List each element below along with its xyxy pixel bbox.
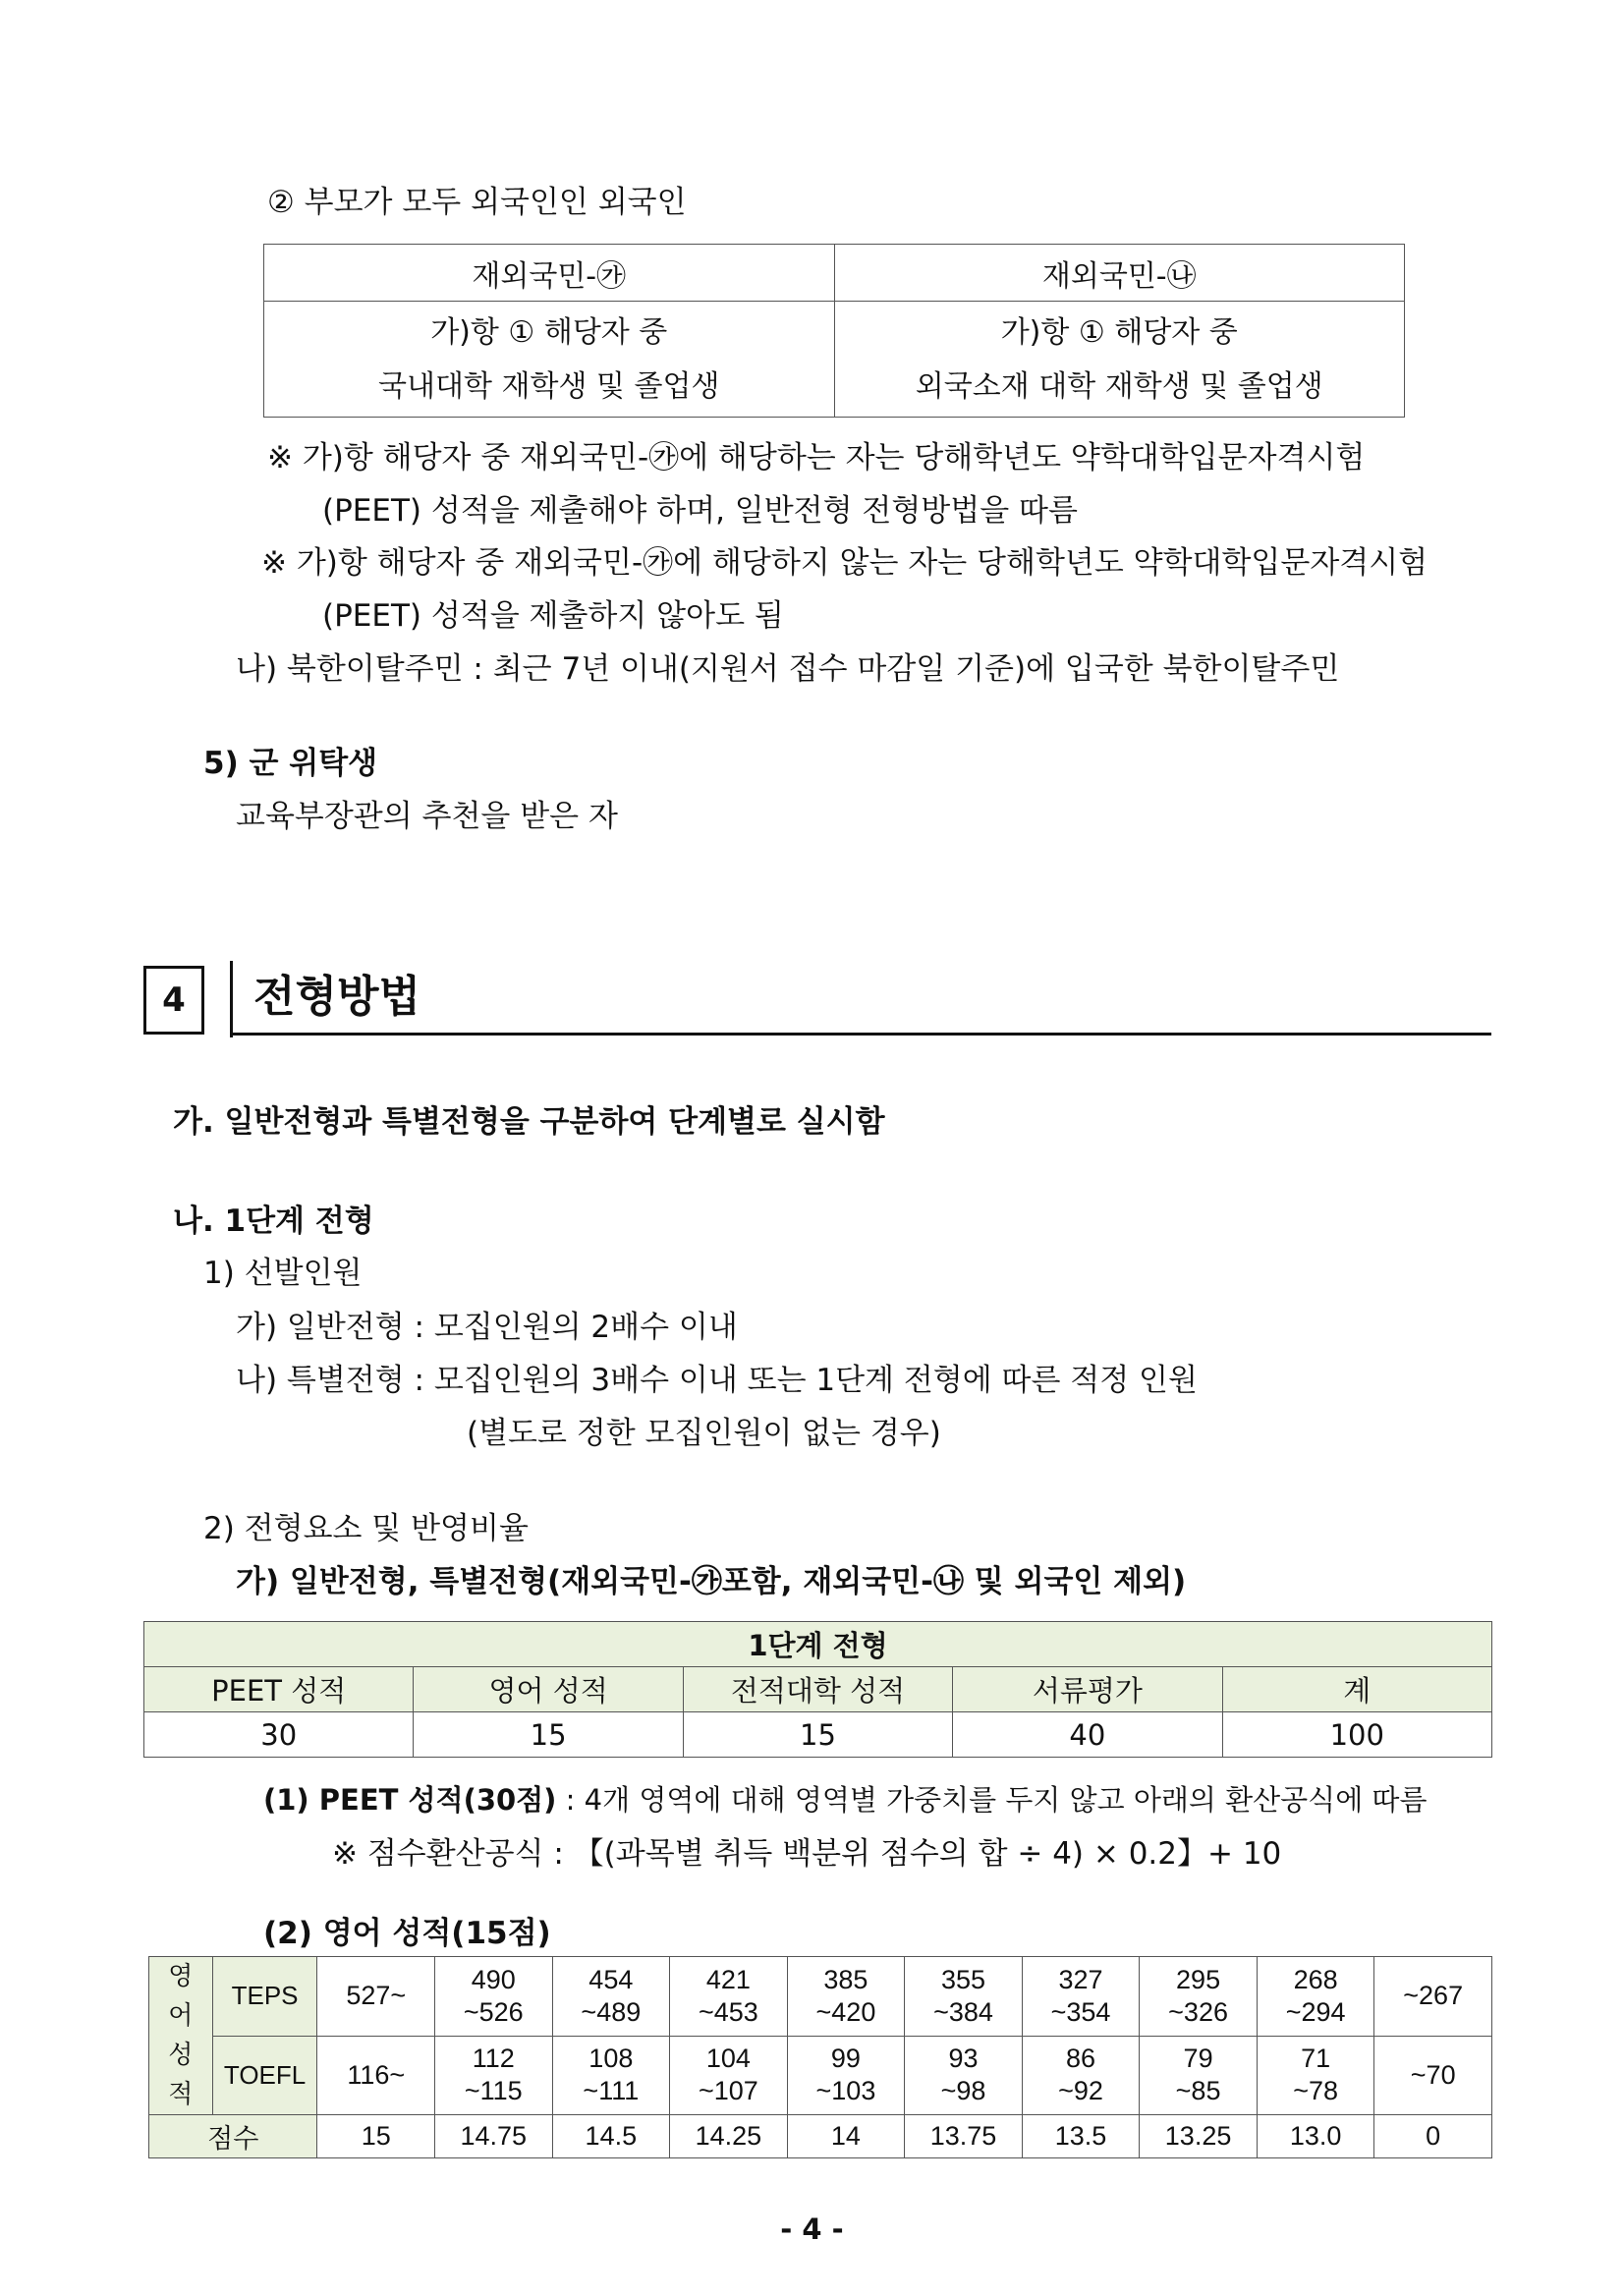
chapter-divider [230,961,233,1037]
toefl-cell-line: ~111 [583,2076,640,2106]
english-heading: (2) 영어 성적(15점) [263,1916,551,1951]
toefl-cell [435,2036,553,2115]
toefl-cell-line: ~103 [815,2076,876,2106]
teps-cell [905,1957,1023,2037]
side-label-char: 영 [168,1962,194,1991]
toefl-cell-line: ~98 [940,2076,986,2106]
score-cell: 14.25 [670,2115,788,2158]
score-cell: 13.75 [905,2115,1023,2158]
score-cell: 13.0 [1257,2115,1374,2158]
table-cell [834,302,1405,418]
toefl-cell [1140,2036,1258,2115]
toefl-label: TOEFL [212,2036,317,2115]
toefl-cell-line: ~85 [1175,2076,1221,2106]
teps-cell-line: 268 [1293,1964,1338,1994]
note-text: (PEET) 성적을 제출하지 않아도 됨 [322,598,784,634]
score-row [149,2115,1492,2158]
teps-cell [317,1957,435,2037]
score-cell: 14 [787,2115,905,2158]
teps-cell [435,1957,553,2037]
section-heading: 나. 1단계 전형 [173,1204,374,1239]
english-score-table [148,1956,1492,2158]
peet-description: : 4개 영역에 대해 영역별 가중치를 두지 않고 아래의 환산공식에 따름 [556,1783,1428,1817]
score-cell: 14.75 [435,2115,553,2158]
resident-table [263,244,1405,418]
score-cell: 13.25 [1140,2115,1258,2158]
toefl-cell [1257,2036,1374,2115]
toefl-row [149,2036,1492,2115]
side-label-char: 성 [168,2041,194,2070]
toefl-cell-line: 86 [1066,2044,1096,2074]
toefl-cell [317,2036,435,2115]
subsection-heading: ② 부모가 모두 외국인인 외국인 [267,185,687,220]
toefl-cell-line: ~92 [1058,2076,1103,2106]
toefl-cell [1022,2036,1140,2115]
toefl-cell [552,2036,670,2115]
formula-text: ※ 점수환산공식 : 【(과목별 취득 백분위 점수의 합 ÷ 4) × 0.2】+ 10 [332,1836,1282,1872]
peet-label: (1) PEET 성적(30점) [263,1783,557,1817]
teps-cell-line: ~384 [933,1996,993,2027]
teps-cell [1022,1957,1140,2037]
teps-cell [670,1957,788,2037]
teps-cell-line: ~354 [1050,1996,1111,2027]
teps-cell-line: 385 [823,1964,868,1994]
teps-cell-line: ~489 [581,1996,642,2027]
peet-line [263,1783,1428,1817]
english-side-label [149,1957,213,2115]
stage-table-header-row [144,1667,1492,1712]
subsection-heading: 5) 군 위탁생 [203,746,378,781]
chapter-title: 전형방법 [253,972,421,1022]
table-cell [264,302,835,418]
teps-cell-line: ~294 [1285,1996,1346,2027]
list-item: 나) 특별전형 : 모집인원의 3배수 이내 또는 1단계 전형에 따른 적정 인원 [236,1363,1198,1398]
list-item: 나) 북한이탈주민 : 최근 7년 이내(지원서 접수 마감일 기준)에 입국한 북한이탈주민 [236,651,1340,687]
toefl-cell-line: ~107 [698,2076,758,2106]
table-cell-line: 가)항 ① 해당자 중 [430,314,668,350]
chapter-underline [230,1033,1491,1036]
stage-table-header: 서류평가 [953,1667,1222,1712]
toefl-cell [905,2036,1023,2115]
teps-cell-line: ~453 [698,1996,758,2027]
stage-table-title: 1단계 전형 [144,1622,1492,1667]
note-text: (PEET) 성적을 제출해야 하며, 일반전형 전형방법을 따름 [322,493,1078,529]
toefl-cell-line: 116~ [347,2059,406,2090]
list-item: (별도로 정한 모집인원이 없는 경우) [467,1416,941,1451]
toefl-cell [670,2036,788,2115]
teps-cell-line: 490 [471,1964,516,1994]
chapter-number-box: 4 [143,966,204,1035]
toefl-cell-line: ~70 [1410,2059,1456,2090]
teps-cell-line: 527~ [346,1981,407,2011]
table-cell-line: 국내대학 재학생 및 졸업생 [378,368,720,404]
teps-cell-line: 355 [940,1964,985,1994]
side-label-char: 어 [168,2001,194,2031]
score-label: 점수 [149,2115,317,2158]
paragraph: 교육부장관의 추천을 받은 자 [236,799,618,834]
teps-cell-line: 295 [1176,1964,1221,1994]
stage-table-value: 40 [953,1712,1222,1758]
stage-table-value: 100 [1222,1712,1491,1758]
table-header-cell: 재외국민-㉯ [834,245,1405,302]
stage-table [143,1621,1492,1758]
toefl-cell-line: 99 [830,2044,861,2074]
score-cell: 14.5 [552,2115,670,2158]
teps-row [149,1957,1492,2037]
teps-cell [552,1957,670,2037]
stage-table-value: 15 [683,1712,952,1758]
toefl-cell-line: 93 [948,2044,979,2074]
teps-cell [1140,1957,1258,2037]
teps-cell-line: ~267 [1403,1981,1464,2011]
stage-table-header: PEET 성적 [144,1667,414,1712]
teps-cell-line: 421 [705,1964,751,1994]
table-header-cell: 재외국민-㉮ [264,245,835,302]
teps-cell [1257,1957,1374,2037]
list-item: 가) 일반전형, 특별전형(재외국민-㉮포함, 재외국민-㉯ 및 외국인 제외) [236,1564,1187,1599]
teps-cell-line: ~326 [1168,1996,1228,2027]
stage-table-value-row [144,1712,1492,1758]
toefl-cell-line: 108 [588,2044,634,2074]
toefl-cell-line: ~115 [464,2076,523,2106]
list-item: 가) 일반전형 : 모집인원의 2배수 이내 [236,1310,738,1345]
teps-label: TEPS [212,1957,317,2037]
stage-table-value: 15 [414,1712,683,1758]
teps-cell-line: 327 [1058,1964,1103,1994]
toefl-cell [1374,2036,1492,2115]
table-cell-line: 외국소재 대학 재학생 및 졸업생 [915,368,1323,404]
toefl-cell [787,2036,905,2115]
toefl-cell-line: 71 [1301,2044,1331,2074]
toefl-cell-line: ~78 [1293,2076,1339,2106]
teps-cell [787,1957,905,2037]
teps-cell-line: ~526 [463,1996,524,2027]
table-cell-line: 가)항 ① 해당자 중 [1000,314,1238,350]
note-text: ※ 가)항 해당자 중 재외국민-㉮에 해당하는 자는 당해학년도 약학대학입문자격시험 [267,440,1366,476]
stage-table-header: 계 [1222,1667,1491,1712]
score-cell: 15 [317,2115,435,2158]
teps-cell-line: ~420 [815,1996,876,2027]
list-item: 2) 전형요소 및 반영비율 [203,1511,529,1546]
teps-cell-line: 454 [588,1964,634,1994]
list-item: 1) 선발인원 [203,1256,363,1291]
toefl-cell-line: 112 [472,2044,515,2074]
section-heading: 가. 일반전형과 특별전형을 구분하여 단계별로 실시함 [173,1104,885,1140]
score-cell: 0 [1374,2115,1492,2158]
side-label-char: 적 [168,2080,194,2109]
teps-cell [1374,1957,1492,2037]
note-text: ※ 가)항 해당자 중 재외국민-㉮에 해당하지 않는 자는 당해학년도 약학대학입문자격시험 [261,545,1428,581]
score-cell: 13.5 [1022,2115,1140,2158]
stage-table-header: 영어 성적 [414,1667,683,1712]
stage-table-header: 전적대학 성적 [683,1667,952,1712]
toefl-cell-line: 79 [1183,2044,1213,2074]
stage-table-value: 30 [144,1712,414,1758]
toefl-cell-line: 104 [705,2044,751,2074]
page-number: - 4 - [780,2212,844,2246]
